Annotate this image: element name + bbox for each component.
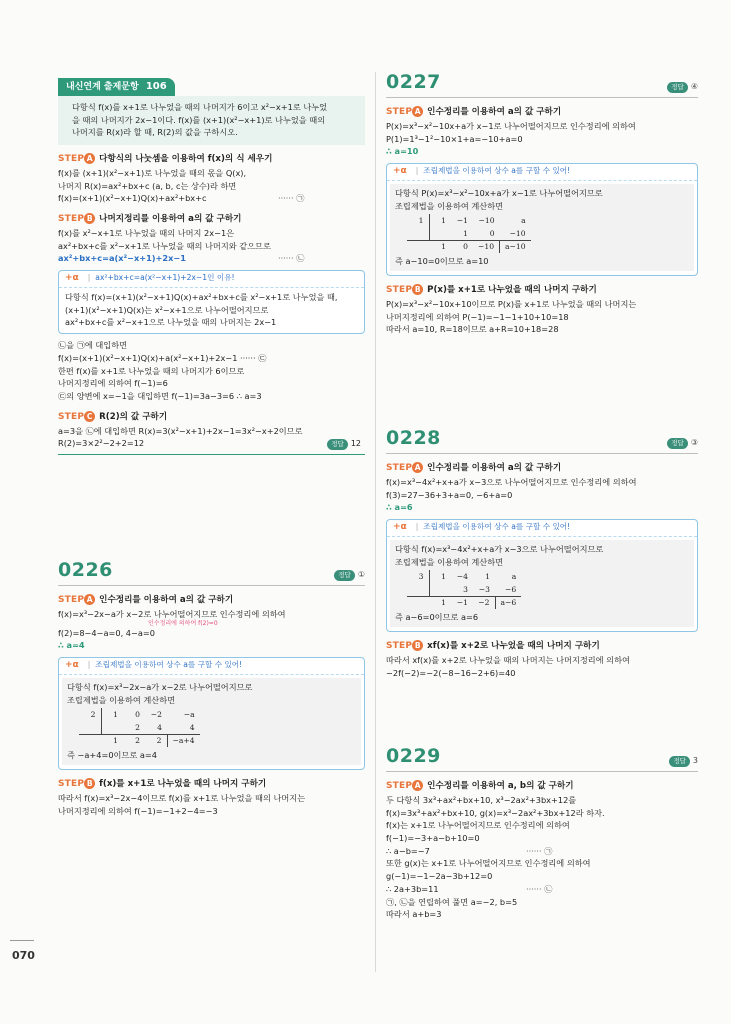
result-line: ∴ a=10 xyxy=(386,146,419,157)
result-line: ∴ a=6 xyxy=(386,502,413,513)
solution-line: f(x)=x³−4x²+x+a가 x−3으로 나누어떨어지므로 인수정리에 의하여 xyxy=(386,476,637,487)
solution-line: 나머지정리에 의하여 f(−1)=−1+2−4=−3 xyxy=(58,805,218,816)
problem-header xyxy=(386,428,698,454)
naeshin-header xyxy=(58,78,175,96)
synthetic-division-table: 2 1 0 −2 −a 2 4 4 1 2 2 −a+4 xyxy=(79,708,200,747)
problem-line: 다항식 f(x)를 x+1로 나누었을 때의 나머지가 6이고 x²−x+1로 나누었 xyxy=(72,101,328,112)
solution-line: f(x)=(x+1)(x²−x+1)Q(x)+a(x²−x+1)+2x−1 ······ ㉢ xyxy=(58,352,267,363)
solution-line: P(1)=1³−1²−10×1+a=−10+a=0 xyxy=(386,133,523,144)
answer-label: 정답 ④ xyxy=(667,81,698,93)
result-line: ∴ a=4 xyxy=(58,640,85,651)
solution-line: 두 다항식 3x³+ax²+bx+10, x³−2ax²+3bx+12를 xyxy=(386,794,577,805)
problem-0229 xyxy=(386,746,698,921)
problem-number: 0228 xyxy=(386,426,441,449)
solution-line: 나머지정리에 의하여 f(−1)=6 xyxy=(58,378,168,389)
naeshin-label: 내신연계 출제문항 xyxy=(66,82,139,92)
plus-alpha-box: +α | 조립제법을 이용하여 상수 a를 구할 수 있어! 다항식 f(x)=x³−4x²+x+a가 x−3으로 나누어떨어지므로 조립제법을 이용하여 계산하면 3 1 −4 1 a 3 −3 −6 1 −1 −2 a−6 즉 a−6=0이므로 a=6 xyxy=(386,519,698,632)
plus-alpha-icon: +α xyxy=(65,660,79,671)
page-number: 070 xyxy=(12,949,35,962)
solution-line: 따라서 a=10, R=18이므로 a+R=10+18=28 xyxy=(386,324,559,335)
answer-label: 정답 3 xyxy=(669,755,698,767)
naeshin-problem xyxy=(58,96,365,145)
plus-alpha-header: +α | ax²+bx+c=a(x²−x+1)+2x−1인 이유! xyxy=(59,271,364,288)
solution-line: f(−1)=−3+a−b+10=0 xyxy=(386,833,480,844)
solution-line: g(−1)=−1−2a−3b+12=0 xyxy=(386,871,493,882)
solution-line: ㉠, ㉡을 연립하여 풀면 a=−2, b=5 xyxy=(386,896,518,907)
solution-line: f(2)=8−4−a=0, 4−a=0 xyxy=(58,627,155,638)
step-b-heading: STEP B 나머지정리를 이용하여 a의 값 구하기 xyxy=(58,214,242,225)
step-b-heading: STEP B f(x)를 x+1로 나누었을 때의 나머지 구하기 xyxy=(58,779,267,790)
problem-number: 0226 xyxy=(58,558,113,581)
problem-number: 0227 xyxy=(386,70,441,93)
solution-line: 따라서 f(x)=x³−2x−4이므로 f(x)를 x+1로 나누었을 때의 나머지는 xyxy=(58,793,306,804)
problem-number: 0229 xyxy=(386,744,441,767)
solution-line: f(x)=x³−2x−a가 x−2로 나누어떨어지므로 인수정리에 의하여 xyxy=(58,608,286,619)
solution-line: ㉡을 ㉠에 대입하면 xyxy=(58,340,128,351)
problem-0228 xyxy=(386,428,698,679)
solution-line: ∴ a−b=−7 ······ ㉠ xyxy=(386,845,553,856)
page-number-rule xyxy=(10,940,34,941)
solution-line: f(x)=(x+1)(x²−x+1)Q(x)+ax²+bx+c ······ ㉠ xyxy=(58,193,305,204)
solution-line: ∴ 2a+3b=11 ······ ㉡ xyxy=(386,883,553,894)
problem-header xyxy=(58,560,365,586)
plus-alpha-icon: +α xyxy=(393,522,407,533)
plus-alpha-box: +α | 조립제법을 이용하여 상수 a를 구할 수 있어! 다항식 P(x)=x³−x²−10x+a가 x−1로 나누어떨어지므로 조립제법을 이용하여 계산하면 1 1 −1 −10 a 1 0 −10 1 0 −10 a−10 즉 a−10=0이므로 a=10 xyxy=(386,163,698,276)
problem-0227 xyxy=(386,72,698,336)
solution-line: f(x)를 x²−x+1로 나누었을 때의 나머지 2x−1은 xyxy=(58,228,235,239)
solution-line: ax²+bx+c를 x²−x+1로 나누었을 때의 나머지와 같으므로 xyxy=(58,240,271,251)
step-a-heading: STEP A 인수정리를 이용하여 a의 값 구하기 xyxy=(386,107,562,117)
equation-tag: ······ ㉠ xyxy=(526,845,553,856)
solution-line: R(2)=3×2²−2+2=12 정답 12 xyxy=(58,438,361,449)
solution-line: 한편 f(x)를 x+1로 나누었을 때의 나머지가 6이므로 xyxy=(58,365,245,376)
step-a-heading: STEP A 다항식의 나눗셈을 이용하여 f(x)의 식 세우기 xyxy=(58,154,273,165)
synthetic-division-table: 3 1 −4 1 a 3 −3 −6 1 −1 −2 a−6 xyxy=(407,570,521,609)
answer-label: 정답 ① xyxy=(334,569,365,581)
solution-line: 나머지정리에 의하여 P(−1)=−1−1+10+10=18 xyxy=(386,311,569,322)
key-equation: ax²+bx+c=a(x²−x+1)+2x−1 ······ ㉡ xyxy=(58,253,305,264)
plus-alpha-body: 다항식 f(x)=(x+1)(x²−x+1)Q(x)+ax²+bx+c를 x²−x+1로 나누었을 때, (x+1)(x²−x+1)Q(x)는 x²−x+1으로 나누어떨어지므로 ax²+bx+c를 x²−x+1으로 나누었을 때의 나머지는 2x−1 xyxy=(65,292,338,328)
solution-line: f(x)는 x+1로 나누어떨어지므로 인수정리에 의하여 xyxy=(386,820,570,831)
synthetic-division-table: 1 1 −1 −10 a 1 0 −10 1 0 −10 a−10 xyxy=(407,214,531,253)
step-a-heading: STEP A 인수정리를 이용하여 a, b의 값 구하기 xyxy=(386,781,574,791)
naeshin-number: 106 xyxy=(145,81,167,92)
solution-line: ㉢의 양변에 x=−1을 대입하면 f(−1)=3a−3=6 ∴ a=3 xyxy=(58,391,262,401)
problem-0226 xyxy=(58,560,365,817)
solution-line: 또한 g(x)는 x+1로 나누어떨어지므로 인수정리에 의하여 xyxy=(386,858,591,869)
equation-tag: ······ ㉡ xyxy=(526,883,553,894)
equation-tag: ······ ㉠ xyxy=(278,193,305,204)
solution-line: 따라서 a+b=3 xyxy=(386,909,442,920)
problem-line: 나머지를 R(x)라 할 때, R(2)의 값을 구하시오. xyxy=(72,127,238,138)
solution-line: P(x)=x³−x²−10x+a가 x−1로 나누어떨어지므로 인수정리에 의하여 xyxy=(386,120,636,131)
annotation-note: 인수정리에 의하여 f(2)=0 xyxy=(148,619,218,627)
problem-header xyxy=(386,746,698,772)
problem-line: 을 때의 나머지가 2x−1이다. f(x)를 (x+1)(x²−x+1)로 나누었을 때의 xyxy=(72,114,326,125)
column-divider xyxy=(375,72,376,972)
step-a-heading: STEP A 인수정리를 이용하여 a의 값 구하기 xyxy=(58,595,234,605)
solution-line: 따라서 xf(x)를 x+2로 나누었을 때의 나머지는 나머지정리에 의하여 xyxy=(386,655,630,666)
solution-line: P(x)=x³−x²−10x+10이므로 P(x)를 x+1로 나누었을 때의 나머지는 xyxy=(386,299,637,310)
solution-line: f(3)=27−36+3+a=0, −6+a=0 xyxy=(386,489,513,500)
answer-box: 정답 12 xyxy=(327,438,361,450)
solution-line: a=3을 ㉡에 대입하면 R(x)=3(x²−x+1)+2x−1=3x²−x+2이므로 xyxy=(58,425,303,436)
step-a-heading: STEP A 인수정리를 이용하여 a의 값 구하기 xyxy=(386,463,562,473)
step-b-heading: STEP B P(x)를 x+1로 나누었을 때의 나머지 구하기 xyxy=(386,285,597,296)
answer-label: 정답 ③ xyxy=(667,437,698,449)
equation-tag: ······ ㉡ xyxy=(278,253,305,264)
problem-header xyxy=(386,72,698,98)
solution-line: 나머지 R(x)=ax²+bx+c (a, b, c는 상수)라 하면 xyxy=(58,180,237,191)
solution-line: f(x)를 (x+1)(x²−x+1)로 나누었을 때의 몫을 Q(x), xyxy=(58,167,247,178)
plus-alpha-icon: +α xyxy=(393,166,407,177)
plus-alpha-icon: +α xyxy=(65,273,79,284)
solution-line: f(x)=3x³+ax²+bx+10, g(x)=x³−2ax²+3bx+12라 하자. xyxy=(386,807,605,818)
naeshin-section xyxy=(58,78,365,530)
plus-alpha-box xyxy=(58,270,365,334)
solution-line: −2f(−2)=−2(−8−16−2+6)=40 xyxy=(386,667,516,678)
step-c-heading: STEP C R(2)의 값 구하기 xyxy=(58,411,168,422)
step-b-heading: STEP B xf(x)를 x+2로 나누었을 때의 나머지 구하기 xyxy=(386,641,600,652)
plus-alpha-box: +α | 조립제법을 이용하여 상수 a를 구할 수 있어! 다항식 f(x)=x³−2x−a가 x−2로 나누어떨어지므로 조립제법을 이용하여 계산하면 2 1 0 −2 −a 2 4 4 1 2 2 −a+4 즉 −a+4=0이므로 a=4 xyxy=(58,657,365,770)
